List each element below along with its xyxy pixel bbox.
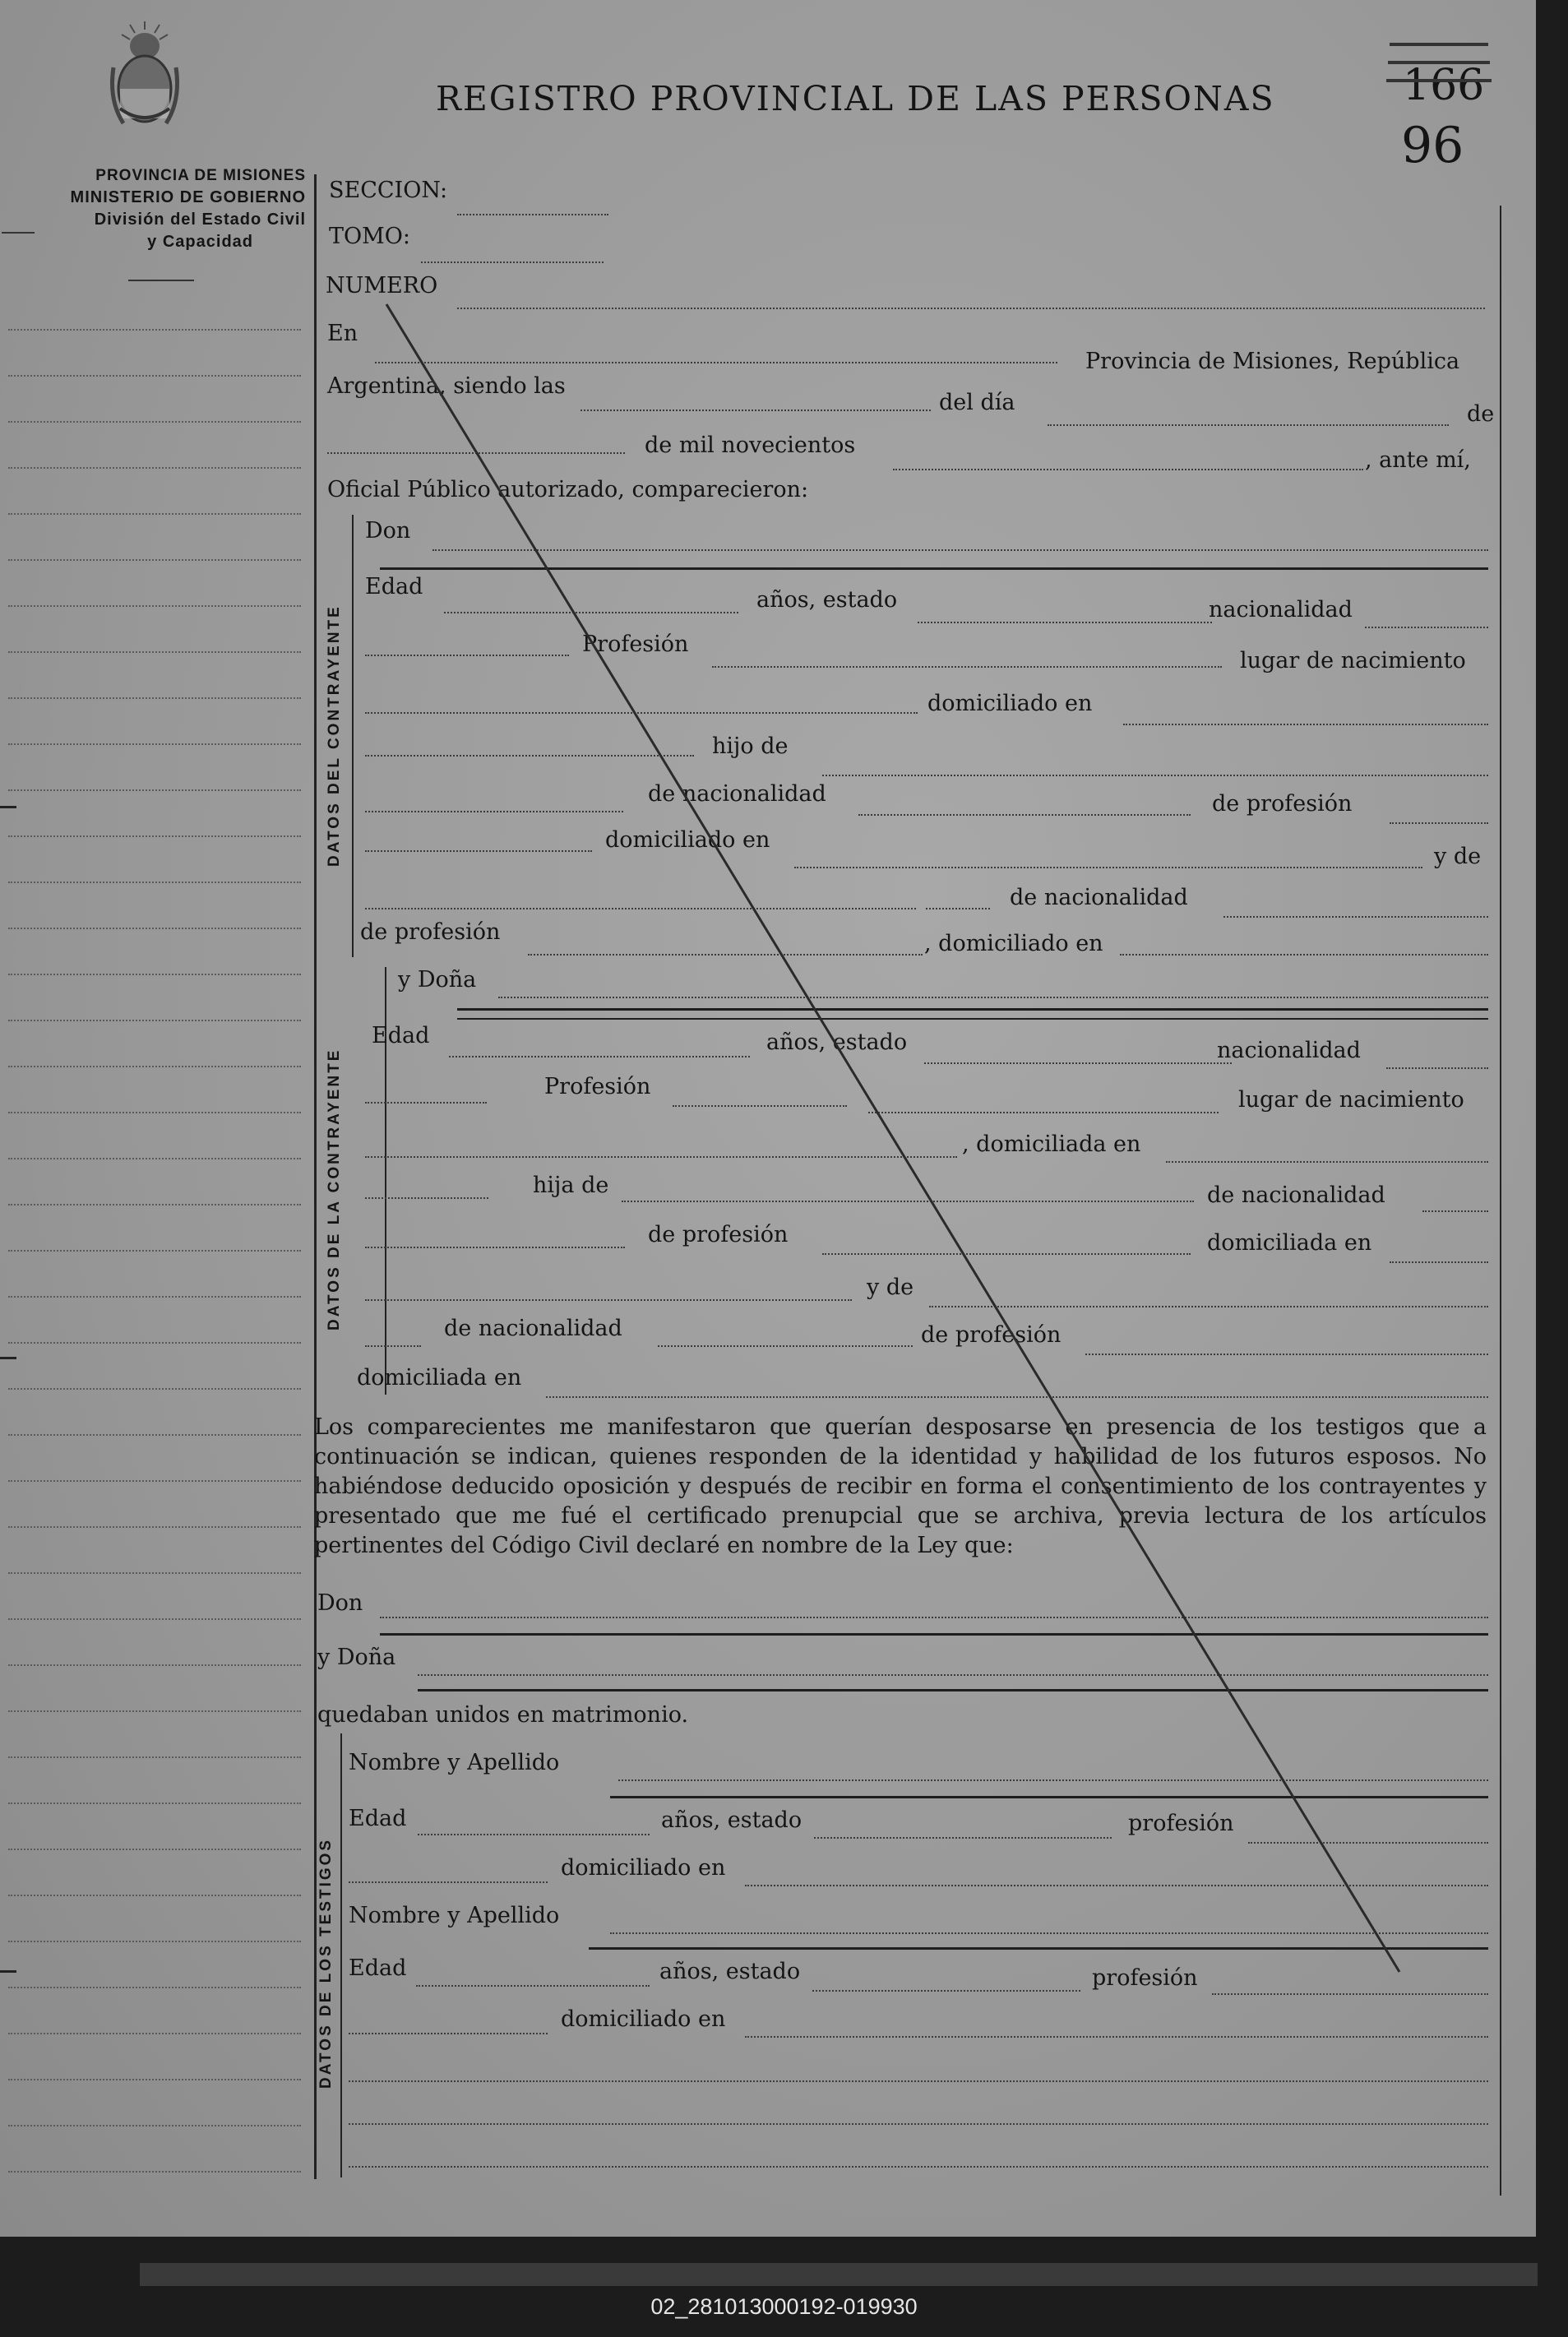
domiciliado-label-4: domiciliado en [561,1855,726,1881]
quedaban-label: quedaban unidos en matrimonio. [317,1702,689,1728]
seccion-label: SECCION: [329,178,448,203]
de-profesion-label-3: de profesión [648,1222,789,1247]
numero-label: NUMERO [326,273,438,298]
argentina-label: Argentina, siendo las [327,373,566,399]
lugar-label: lugar de nacimiento [1240,648,1466,673]
anos-estado-label-2: años, estado [766,1030,908,1055]
de-nacionalidad-label-3: de nacionalidad [1207,1182,1385,1208]
del-dia-label: del día [939,390,1015,415]
edad-label: Edad [365,574,423,599]
declaration-text: Los comparecientes me manifestaron que querían desposarse en presencia de los testigos que a continuación se indican, quienes responden de la identidad y habilidad de los futuros esposos. No habiéndose deducido oposición y después de recibir en forma el consentimiento de los contrayentes y presentado que me fué el certificado prenupcial que se archiva, previa lectura de los artículos pertinentes del Código Civil declaré en nombre de la Ley que: [314,1414,1487,1558]
domiciliado-label: domiciliado en [927,691,1093,716]
edge-mark [0,806,16,808]
de-nacionalidad-label-4: de nacionalidad [444,1316,622,1341]
de-profesion-label-2: de profesión [360,919,501,945]
tomo-label: TOMO: [329,224,411,249]
edge-mark [0,1970,16,1973]
oficial-label: Oficial Público autorizado, comparecieron: [327,477,809,502]
hija-de-label: hija de [533,1173,609,1198]
record-number: 96 [1401,117,1464,174]
de-profesion-label: de profesión [1212,791,1353,817]
hijo-de-label: hijo de [712,733,789,759]
domiciliado-label-2: domiciliado en [605,827,770,853]
anos-estado-label-4: años, estado [659,1959,801,1984]
domiciliado-label-5: domiciliado en [561,2006,726,2032]
de-nacionalidad-label: de nacionalidad [648,781,826,807]
document-title: REGISTRO PROVINCIAL DE LAS PERSONAS [436,79,1275,118]
domiciliada-label: , domiciliada en [962,1131,1141,1157]
nacionalidad-label: nacionalidad [1209,597,1353,622]
agency-province: PROVINCIA DE MISIONES [95,167,306,184]
de-nacionalidad-label-2: de nacionalidad [1010,885,1188,910]
edge-mark [0,1357,16,1359]
image-caption: 02_281013000192-019930 [650,2294,918,2319]
de-label: de [1467,401,1495,427]
agency-ministry: MINISTERIO DE GOBIERNO [70,188,306,206]
domiciliada-en-label-3: domiciliada en [357,1365,522,1391]
anos-estado-label-3: años, estado [661,1807,803,1833]
don-label-2: Don [317,1590,363,1616]
nombre-apellido-label-2: Nombre y Apellido [349,1903,560,1928]
agency-division: División del Estado Civil [94,211,306,229]
lugar-label-2: lugar de nacimiento [1238,1087,1464,1113]
nacionalidad-label-2: nacionalidad [1217,1038,1361,1063]
y-de-label: y de [1434,844,1482,869]
profesion-label-2: Profesión [544,1074,651,1099]
de-profesion-label-4: de profesión [921,1322,1062,1348]
don-label: Don [365,518,411,544]
edad-label-2: Edad [372,1023,430,1048]
domiciliada-en-label-2: domiciliada en [1207,1230,1372,1256]
provincia-label: Provincia de Misiones, República [1085,349,1460,374]
groom-section-label: DATOS DEL CONTRAYENTE [326,604,343,867]
bride-section-label: DATOS DE LA CONTRAYENTE [326,1048,343,1330]
anos-estado-label: años, estado [756,587,898,613]
mil-novecientos-label: de mil novecientos [645,433,856,458]
domiciliado-en-label-3: , domiciliado en [924,931,1103,956]
witness-section-label: DATOS DE LOS TESTIGOS [317,1837,335,2089]
en-label: En [327,321,358,346]
y-de-label-2: y de [867,1275,914,1300]
profesion-label-3: profesión [1128,1811,1234,1836]
nombre-apellido-label: Nombre y Apellido [349,1750,560,1775]
edad-label-4: Edad [349,1955,407,1981]
scan-border [140,2263,1538,2286]
y-dona-label: y Doña [398,967,477,993]
edad-label-3: Edad [349,1806,407,1831]
profesion-label-4: profesión [1092,1965,1198,1991]
ante-mi-label: , ante mí, [1365,447,1471,473]
y-dona-label-2: y Doña [317,1645,396,1670]
agency-division-2: y Capacidad [147,233,253,251]
struck-record-number: 166 [1403,61,1485,110]
profesion-label: Profesión [582,632,689,657]
